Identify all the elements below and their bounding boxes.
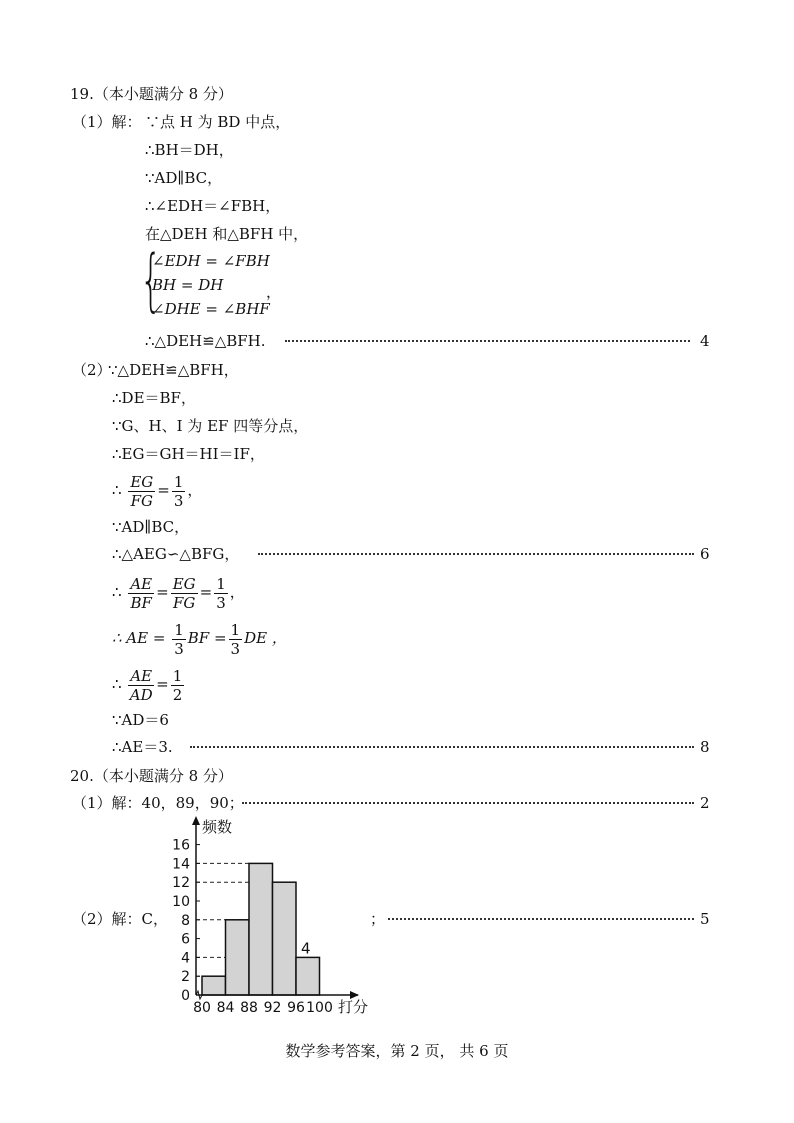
similar-statement: ∴△AEG∽△BFG， <box>112 545 240 563</box>
q19-p1-line: 在△DEH 和△BFH 中， <box>145 225 309 243</box>
y-tick-label: 4 <box>181 950 190 967</box>
frequency-histogram <box>150 812 390 1022</box>
x-tick-label: 96 <box>287 1000 305 1016</box>
y-tick-label: 12 <box>172 875 190 892</box>
q19-part2-label: （2） <box>72 361 112 379</box>
y-tick-label: 2 <box>181 969 190 986</box>
score-mark: 4 <box>700 332 710 350</box>
histogram-bar <box>202 976 226 995</box>
y-tick-label: 16 <box>172 837 190 854</box>
x-axis-title: 打分 <box>338 998 369 1016</box>
final-answer: ∴AE＝3. <box>112 738 173 756</box>
q20-header: 20.（本小题满分 8 分） <box>70 767 233 785</box>
q19-parallel: ∵AD∥BC， <box>112 518 190 536</box>
score-mark: 8 <box>700 738 710 756</box>
histogram-bar <box>273 882 297 995</box>
q19-part1-label: （1）解： <box>72 113 142 131</box>
fraction-line-3: ∴ AE = $\frac{1}{3}$ BF = $\frac{1}{3}$ DE ， <box>112 620 287 658</box>
histogram-bar <box>249 863 273 995</box>
system-brace: { <box>140 241 162 320</box>
y-axis-arrow <box>192 816 200 825</box>
q19-p1-line: ∴∠EDH＝∠FBH， <box>145 197 281 215</box>
q19-p1-line: ∵点 H 为 BD 中点， <box>145 113 291 131</box>
leader-dots <box>258 553 694 555</box>
q19-p2-line: ∵G、H、I 为 EF 四等分点， <box>112 417 309 435</box>
fraction-line-1: ∴ $\frac{EG}{FG}$ = $\frac{1}{3}$ ， <box>112 472 203 510</box>
q19-p2-line: ∴EG＝GH＝HI＝IF， <box>112 445 265 463</box>
system-eq-2: BH = DH <box>152 276 224 294</box>
y-axis-title: 频数 <box>202 818 233 836</box>
x-tick-label: 80 <box>193 1000 211 1016</box>
histogram-bar <box>296 957 320 995</box>
q19-p2-line: ∵△DEH≌△BFH， <box>108 361 239 379</box>
fraction-line-2: ∴ $\frac{AE}{BF}$ = $\frac{EG}{FG}$ = $\frac{1}{3}$ ， <box>112 574 245 612</box>
leader-dots <box>285 340 690 342</box>
q19-p2-line: ∴DE＝BF， <box>112 389 196 407</box>
x-tick-label: 92 <box>263 1000 282 1016</box>
bar-data-label: 4 <box>300 939 311 958</box>
page-footer: 数学参考答案，第 2 页， 共 6 页 <box>285 1042 509 1060</box>
q19-p1-line: ∴BH＝DH， <box>145 141 234 159</box>
x-tick-label: 88 <box>240 1000 258 1016</box>
leader-dots <box>388 918 694 920</box>
q20-semicolon: ； <box>370 910 386 928</box>
y-tick-label: 10 <box>172 894 190 910</box>
q19-header: 19.（本小题满分 8 分） <box>70 85 233 103</box>
x-tick-label: 84 <box>216 1000 235 1016</box>
congruence-conclusion: ∴△DEH≌△BFH. <box>145 332 266 350</box>
y-tick-label: 14 <box>172 856 190 873</box>
leader-dots <box>190 746 694 748</box>
score-mark: 5 <box>700 910 710 928</box>
y-tick-label: 8 <box>181 912 190 929</box>
fraction-line-4: ∴ $\frac{AE}{AD}$ = $\frac{1}{2}$ <box>112 666 183 704</box>
system-comma: ， <box>266 283 282 301</box>
score-mark: 2 <box>700 794 710 812</box>
q20-part1: （1）解：40，89，90； <box>72 794 244 812</box>
q19-ad-value: ∵AD＝6 <box>112 711 169 729</box>
histogram-bar <box>226 920 250 995</box>
system-eq-1: ∠EDH = ∠FBH <box>152 252 270 270</box>
y-tick-label: 0 <box>181 988 190 1004</box>
q19-p1-line: ∵AD∥BC， <box>145 169 223 187</box>
x-tick-label: 100 <box>306 1000 333 1016</box>
leader-dots <box>242 802 694 804</box>
y-tick-label: 6 <box>181 931 190 948</box>
score-mark: 6 <box>700 545 710 563</box>
system-eq-3: ∠DHE = ∠BHF <box>152 300 270 318</box>
q20-part2: （2）解：C， <box>72 910 169 928</box>
